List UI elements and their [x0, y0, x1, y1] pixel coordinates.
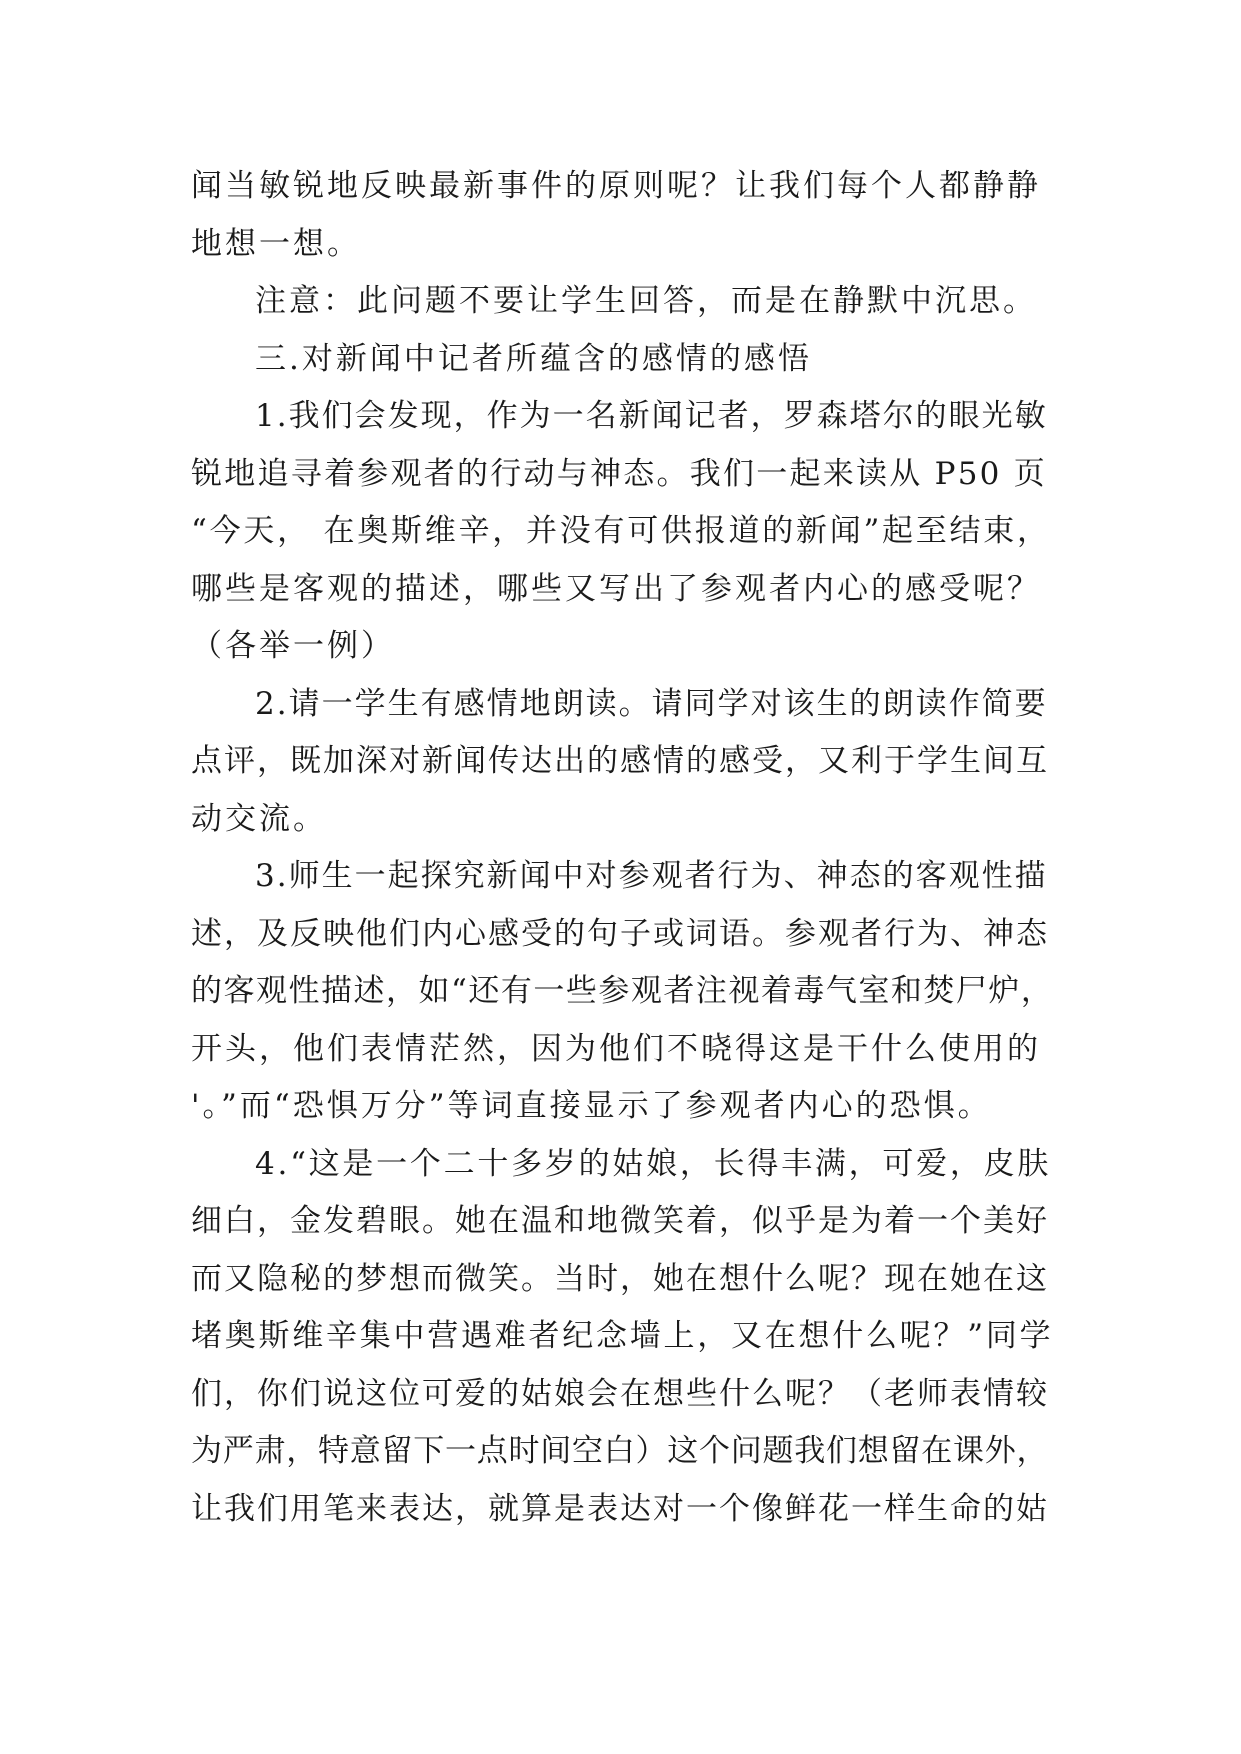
section-heading: 三.对新闻中记者所蕴含的感情的感悟 [255, 340, 812, 377]
text-line: 3.师生一起探究新闻中对参观者行为、神态的客观性描 [255, 858, 1048, 894]
text-line: 细白，金发碧眼。她在温和地微笑着，似乎是为着一个美好 [191, 1203, 1049, 1239]
text-line: 们，你们说这位可爱的姑娘会在想些什么呢？（老师表情较 [191, 1375, 1049, 1412]
text-line: 述，及反映他们内心感受的句子或词语。参观者行为、神态 [191, 915, 1049, 952]
text-line: 让我们用笔来表达，就算是表达对一个像鲜花一样生命的姑 [191, 1490, 1049, 1527]
text-line: 2.请一学生有感情地朗读。请同学对该生的朗读作简要 [255, 685, 1048, 722]
text-line: 而又隐秘的梦想而微笑。当时，她在想什么呢？现在她在这 [191, 1260, 1049, 1297]
text-line: （各举一例） [191, 628, 395, 664]
text-line: 哪些是客观的描述，哪些又写出了参观者内心的感受呢？ [191, 570, 1041, 607]
text-line: 的客观性描述，如“还有一些参观者注视着毒气室和焚尸炉， [191, 973, 1054, 1009]
text-line: '。”而“恐惧万分”等词直接显示了参观者内心的恐惧。 [191, 1088, 992, 1124]
text-line: 开头，他们表情茫然，因为他们不晓得这是干什么使用的 [191, 1030, 1041, 1067]
text-line: 注意：此问题不要让学生回答，而是在静默中沉思。 [255, 283, 1037, 319]
text-line: “今天， 在奥斯维辛，并没有可供报道的新闻”起至结束， [191, 513, 1051, 549]
text-line: 4.“这是一个二十多岁的姑娘，长得丰满，可爱，皮肤 [255, 1145, 1052, 1182]
text-line: 为严肃，特意留下一点时间空白）这个问题我们想留在课外， [191, 1433, 1049, 1469]
text-line: 锐地追寻着参观者的行动与神态。我们一起来读从 P50 页 [191, 455, 1048, 492]
text-line: 动交流。 [191, 800, 327, 837]
text-line: 点评，既加深对新闻传达出的感情的感受，又利于学生间互 [191, 743, 1049, 779]
text-line: 地想一想。 [191, 225, 361, 262]
text-line: 堵奥斯维辛集中营遇难者纪念墙上，又在想什么呢？”同学 [191, 1318, 1054, 1354]
text-line: 闻当敏锐地反映最新事件的原则呢？让我们每个人都静静 [191, 168, 1041, 204]
text-line: 1.我们会发现，作为一名新闻记者，罗森塔尔的眼光敏 [255, 398, 1048, 434]
body-text [191, 158, 1053, 1538]
